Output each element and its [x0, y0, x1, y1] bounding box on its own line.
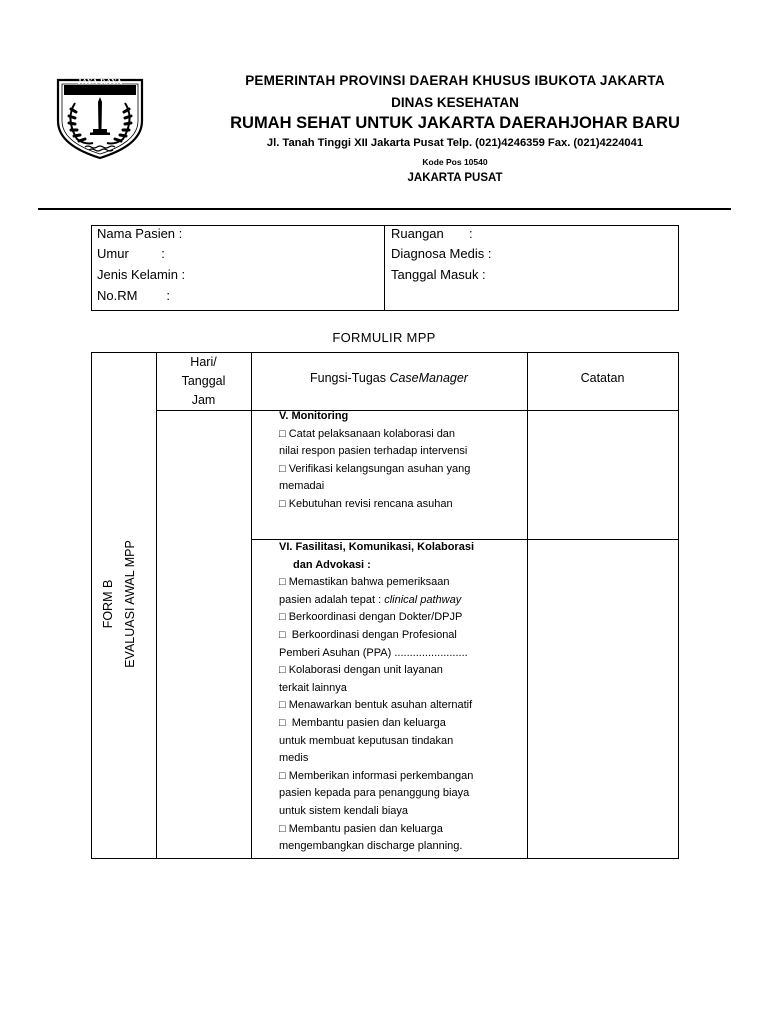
header-divider — [38, 208, 731, 210]
monitoring-item-cont: nilai respon pasien terhadap intervensi — [279, 445, 468, 458]
header-address: Jl. Tanah Tinggi XII Jakarta Pusat Telp. (021)4246359 Fax. (021)4224041 — [266, 137, 644, 149]
monitoring-item-cont: memadai — [279, 480, 325, 493]
patient-admission-label: Tanggal Masuk : — [391, 267, 486, 282]
facilitation-item: □ Memastikan bahwa pemeriksaan — [255, 574, 519, 592]
mpp-table — [91, 352, 679, 859]
header-department: DINAS KESEHATAN — [391, 95, 519, 110]
patient-age-label: Umur : — [97, 246, 165, 261]
facilitation-item-cont: medis — [279, 752, 309, 765]
section-facilitation-title-cont: dan Advokasi : — [293, 558, 371, 571]
section-facilitation — [255, 539, 519, 856]
col-header-task: Fungsi-Tugas CaseManager — [310, 371, 468, 385]
patient-info-box — [91, 225, 679, 311]
section-monitoring — [255, 408, 519, 514]
patient-room-label: Ruangan : — [391, 226, 473, 241]
jakarta-coat-of-arms-icon — [55, 77, 145, 160]
facilitation-item: □ Kolaborasi dengan unit layanan — [255, 662, 519, 680]
col-header-notes: Catatan — [580, 371, 625, 385]
facilitation-item-cont: pasien adalah tepat : clinical pathway — [279, 593, 462, 606]
facilitation-item-cont: untuk sistem kendali biaya — [279, 804, 409, 817]
col-divider-3 — [527, 353, 528, 858]
facilitation-item-cont: Pemberi Asuhan (PPA) ........................ — [279, 646, 468, 659]
facilitation-item: □ Menawarkan bentuk asuhan alternatif — [255, 697, 519, 715]
facilitation-item-cont: pasien kepada para penanggung biaya — [279, 787, 470, 800]
col-header-day: Hari/ Tanggal Jam — [181, 355, 226, 407]
facilitation-item-cont: mengembangkan discharge planning. — [279, 840, 463, 853]
facilitation-item: □ Membantu pasien dan keluarga — [255, 715, 519, 733]
logo-motto: JAYA RAYA — [77, 77, 123, 86]
patient-box-divider — [384, 226, 385, 310]
side-label-evaluation: EVALUASI AWAL MPP — [123, 540, 137, 668]
section-facilitation-title: VI. Fasilitasi, Komunikasi, Kolaborasi — [279, 541, 475, 553]
facilitation-item: □ Memberikan informasi perkembangan — [255, 768, 519, 786]
facilitation-item: □ Membantu pasien dan keluarga — [255, 821, 519, 839]
patient-rm-label: No.RM : — [97, 288, 170, 303]
header-government: PEMERINTAH PROVINSI DAERAH KHUSUS IBUKOTA JAKARTA — [245, 73, 665, 88]
facilitation-item: □ Berkoordinasi dengan Profesional — [255, 627, 519, 645]
side-label-form: FORM B — [101, 579, 115, 629]
section-monitoring-title: V. Monitoring — [279, 410, 349, 422]
header-postal-code: Kode Pos 10540 — [422, 157, 488, 167]
monitoring-item: □ Catat pelaksanaan kolaborasi dan — [255, 426, 519, 444]
header-city: JAKARTA PUSAT — [407, 172, 503, 184]
col-divider-2 — [251, 353, 252, 858]
facilitation-item: □ Berkoordinasi dengan Dokter/DPJP — [255, 609, 519, 627]
col-divider-1 — [156, 353, 157, 858]
facilitation-item-cont: untuk membuat keputusan tindakan — [279, 734, 454, 747]
monitoring-item: □ Verifikasi kelangsungan asuhan yang — [255, 461, 519, 479]
patient-diagnosis-label: Diagnosa Medis : — [391, 246, 492, 261]
form-title: FORMULIR MPP — [332, 330, 436, 345]
facilitation-item-cont: terkait lainnya — [279, 681, 347, 694]
patient-name-label: Nama Pasien : — [97, 226, 183, 241]
patient-gender-label: Jenis Kelamin : — [97, 267, 186, 282]
monitoring-item: □ Kebutuhan revisi rencana asuhan — [255, 496, 519, 514]
header-hospital-name: RUMAH SEHAT UNTUK JAKARTA DAERAHJOHAR BARU — [230, 114, 680, 132]
